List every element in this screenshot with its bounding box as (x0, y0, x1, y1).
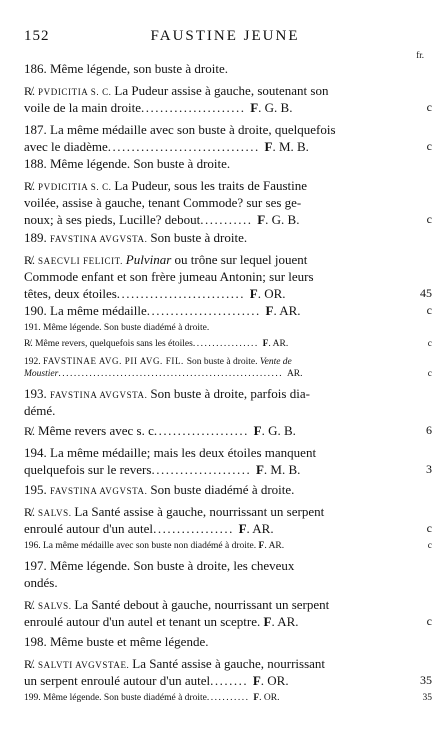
text-run: Commode enfant et son frère jumeau Antonin; sur leurs (24, 269, 314, 284)
leader-dots: ........................ (146, 303, 266, 318)
text-run: R̸. (24, 598, 39, 612)
text-run: Vente de (259, 357, 292, 367)
text-line (24, 322, 404, 335)
text-line (24, 481, 404, 500)
rarity-value: c (426, 212, 432, 226)
text-line (24, 613, 404, 630)
text-line (24, 355, 404, 369)
text-run: noux; à ses pieds, Lucille? debout (24, 212, 201, 227)
text-run: 191. Même légende. Son buste diadémé à droite. (24, 323, 210, 333)
text-run: R̸. (24, 84, 39, 98)
text-run: Moustier (24, 369, 59, 379)
rarity-value: c (426, 139, 432, 153)
text-run: . AR. (271, 614, 299, 629)
text-run: quelquefois sur le revers (24, 462, 152, 477)
text-line (24, 402, 404, 419)
text-run: La Santé assise à gauche, nourrissant un serpent (74, 504, 325, 519)
text-run: R̸. (24, 179, 39, 193)
rarity-value: c (427, 541, 432, 551)
rarity-value: 35 (422, 693, 432, 703)
text-line (24, 444, 404, 461)
text-line (24, 672, 404, 689)
text-run: enroulé autour d'un autel et tenant un sceptre. (24, 614, 264, 629)
text-run: . AR. (264, 541, 285, 551)
text-run: enroulé autour d'un autel (24, 521, 154, 536)
metal-mark: F (265, 303, 274, 318)
text-run: . G. B. (261, 423, 296, 438)
text-line (24, 520, 404, 537)
text-line (24, 540, 404, 553)
metal-mark: F (249, 286, 258, 301)
text-run: 198. Même buste et même légende. (24, 634, 209, 649)
text-run: FAVSTINA AVGVSTA. (50, 234, 151, 244)
text-run: Son buste à droite, parfois dia- (150, 386, 310, 401)
text-run: . M. B. (272, 139, 309, 154)
text-run: PVDICITIA S. C. (38, 87, 115, 97)
text-run: SAECVLI FELICIT. (38, 256, 126, 266)
rarity-value: c (427, 369, 432, 379)
rarity-value: 6 (426, 423, 432, 437)
text-run: avec le diadème (24, 139, 108, 154)
text-run: 196. La même médaille avec son buste non diadémé à droite. (24, 541, 259, 551)
text-run: Même revers avec s. c (38, 423, 154, 438)
text-run: Pulvinar (125, 252, 172, 267)
text-line (24, 368, 404, 381)
text-run: . G. B. (258, 100, 293, 115)
text-run: La Santé debout à gauche, nourrissant un serpent (74, 597, 330, 612)
metal-mark: F (262, 339, 269, 349)
metal-mark: F (253, 423, 262, 438)
text-run: 189. (24, 230, 50, 245)
text-run: . AR. (246, 521, 274, 536)
text-run: 192. (24, 357, 43, 367)
text-run: . OR. (260, 673, 289, 688)
text-run: FAVSTINAE AVG. PII AVG. FIL. (43, 356, 187, 366)
text-line (24, 633, 404, 650)
leader-dots: ................................ (107, 139, 265, 154)
rarity-value: 35 (420, 673, 432, 687)
text-run: La Pudeur assise à gauche, soutenant son (114, 83, 329, 98)
rarity-value: c (426, 100, 432, 114)
text-line (24, 285, 404, 302)
text-run: 187. La même médaille avec son buste à droite, quelquefois (24, 122, 336, 137)
text-line (24, 229, 404, 248)
text-line (24, 194, 404, 211)
rarity-value: c (426, 521, 432, 535)
text-line (24, 121, 404, 138)
metal-mark: F (250, 100, 259, 115)
leader-dots: ........ (210, 673, 253, 688)
text-run: 188. Même légende. Son buste à droite. (24, 156, 231, 171)
leader-dots: ........... (200, 212, 258, 227)
text-run: PVDICITIA S. C. (38, 182, 115, 192)
metal-mark: F (264, 139, 273, 154)
metal-mark: F (252, 673, 261, 688)
leader-dots: .................... (153, 423, 254, 438)
text-line (24, 461, 404, 478)
text-run: voile de la main droite (24, 100, 141, 115)
page-header (24, 28, 426, 60)
text-line (24, 60, 404, 77)
text-run: . G. B. (265, 212, 300, 227)
text-run: . AR. (268, 339, 289, 349)
text-run: 199. Même légende. Son buste diadémé à droite (24, 693, 207, 703)
text-line (24, 302, 404, 319)
text-line (24, 99, 404, 116)
text-run: SALVS. (38, 508, 75, 518)
text-run: 194. La même médaille; mais les deux étoiles manquent (24, 445, 317, 460)
text-run: 195. (24, 482, 50, 497)
text-run: R̸. (24, 505, 39, 519)
metal-mark: F (263, 614, 272, 629)
text-run: 186. Même légende, son buste à droite. (24, 61, 228, 76)
text-run: 197. Même légende. Son buste à droite, les cheveux (24, 558, 295, 573)
text-run: . AR. (273, 303, 301, 318)
leader-dots: ................. (192, 339, 263, 349)
rarity-value: c (427, 339, 432, 349)
text-run: La Pudeur, sous les traits de Faustine (114, 178, 308, 193)
text-run: ou trône sur lequel jouent (171, 252, 308, 267)
metal-mark: F (255, 462, 264, 477)
text-run: Son buste à droite. (150, 230, 248, 245)
text-run: SALVS. (38, 601, 75, 611)
metal-mark: F (253, 693, 260, 703)
column-label: fr. (416, 50, 424, 60)
leader-dots: .......................................................... (58, 369, 287, 379)
text-run: 190. La même médaille (24, 303, 147, 318)
rarity-value: c (426, 614, 432, 628)
page-number: 152 (24, 28, 50, 44)
text-run: un serpent enroulé autour d'un autel (24, 673, 211, 688)
text-line (24, 574, 404, 591)
text-run: voilée, assise à gauche, tenant Commode? sur ses ge- (24, 195, 302, 210)
rarity-value: 3 (426, 462, 432, 476)
text-run: FAVSTINA AVGVSTA. (50, 486, 151, 496)
text-run: ondés. (24, 575, 58, 590)
text-line (24, 155, 404, 172)
text-line (24, 268, 404, 285)
rarity-value: c (426, 303, 432, 317)
text-line (24, 422, 404, 440)
leader-dots: ..................... (151, 462, 256, 477)
leader-dots: ...................... (140, 100, 251, 115)
text-run: R̸. (24, 253, 39, 267)
leader-dots: ........................... (116, 286, 250, 301)
text-run: . M. B. (263, 462, 301, 477)
text-run: démé. (24, 403, 56, 418)
text-run: FAVSTINA AVGVSTA. (50, 390, 151, 400)
text-run: R̸. (24, 657, 39, 671)
text-run: AR. (286, 369, 303, 379)
text-line (24, 138, 404, 155)
text-run: Son buste à droite. (186, 357, 260, 367)
leader-dots: ........... (206, 693, 254, 703)
page-title: FAUSTINE JEUNE (150, 28, 300, 44)
text-run: SALVTI AVGVSTAE. (38, 660, 133, 670)
metal-mark: F (238, 521, 247, 536)
text-run: . OR. (259, 693, 280, 703)
text-run: . OR. (257, 286, 286, 301)
text-run: têtes, deux étoiles (24, 286, 117, 301)
leader-dots: ................. (153, 521, 239, 536)
text-line (24, 557, 404, 574)
text-line (24, 692, 404, 705)
metal-mark: F (258, 541, 265, 551)
text-line (24, 338, 404, 351)
text-run: 193. (24, 386, 50, 401)
metal-mark: F (257, 212, 266, 227)
text-run: Son buste diadémé à droite. (150, 482, 295, 497)
rarity-value: 45 (420, 286, 432, 300)
text-run: La Santé assise à gauche, nourrissant (132, 656, 326, 671)
text-run: R̸. (24, 424, 39, 438)
text-line (24, 211, 404, 228)
text-run: R̸. Même revers, quelquefois sans les étoiles (24, 339, 193, 349)
